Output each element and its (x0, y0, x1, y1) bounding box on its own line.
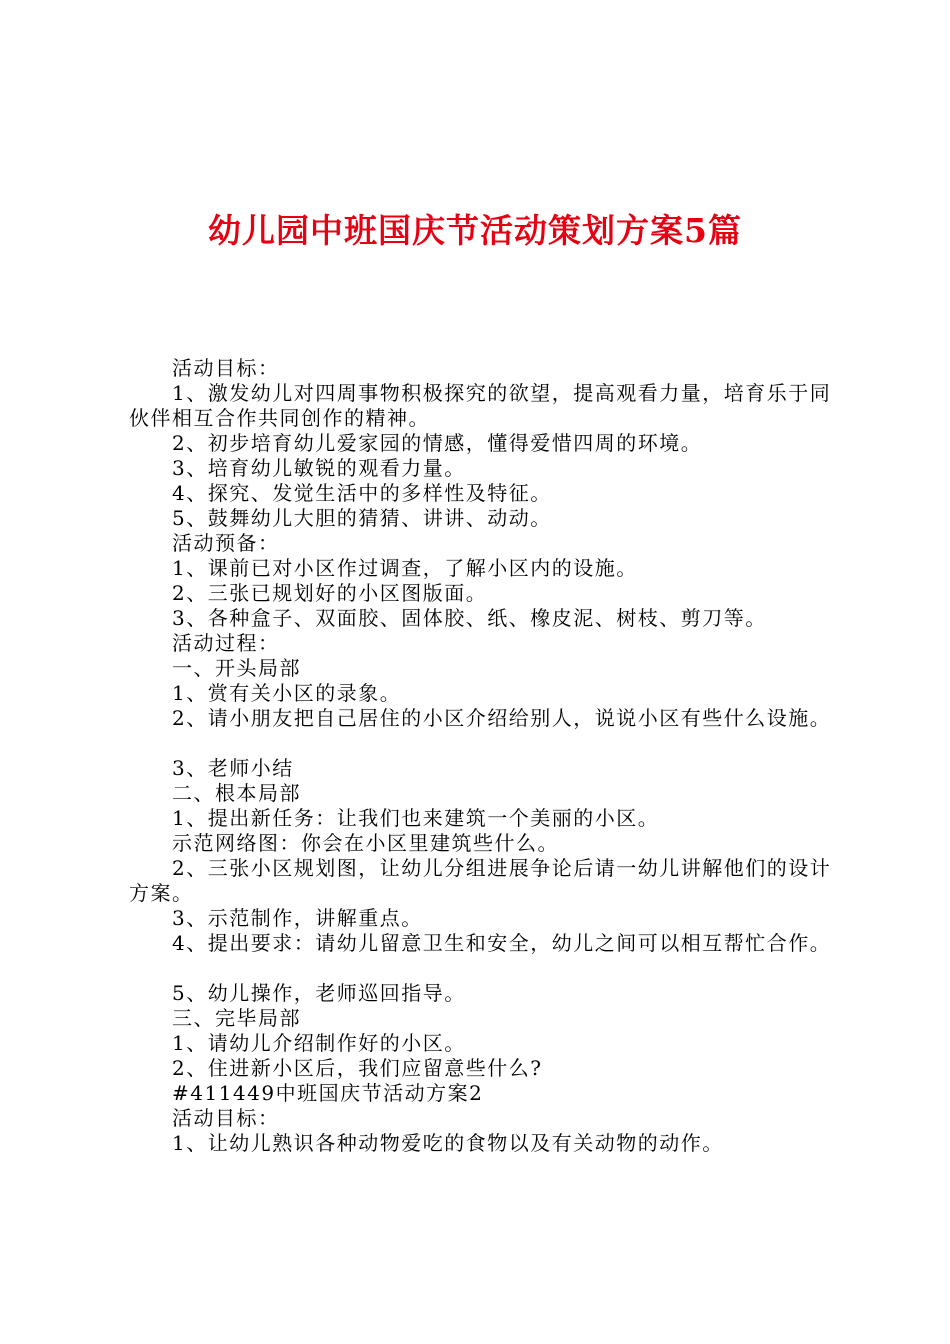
paragraph: 活动目标： (172, 356, 280, 380)
paragraph: 二、根本局部 (172, 781, 301, 805)
paragraph: #411449中班国庆节活动方案2 (172, 1081, 484, 1105)
paragraph: 活动过程： (172, 631, 280, 655)
paragraph: 1、赏有关小区的录象。 (172, 681, 402, 705)
paragraph: 一、开头局部 (172, 656, 301, 680)
paragraph: 1、课前已对小区作过调查，了解小区内的设施。 (172, 556, 638, 580)
document-title: 幼儿园中班国庆节活动策划方案5篇 (208, 211, 742, 250)
paragraph: 1、激发幼儿对四周事物积极探究的欲望，提高观看力量，培育乐于同伙伴相互合作共同创作的精神。 (129, 381, 832, 430)
paragraph: 5、幼儿操作，老师巡回指导。 (172, 981, 466, 1005)
paragraph: 3、培育幼儿敏锐的观看力量。 (172, 456, 466, 480)
paragraph: 4、提出要求：请幼儿留意卫生和安全，幼儿之间可以相互帮忙合作。 (172, 931, 832, 955)
document-body (129, 356, 849, 1156)
paragraph: 4、探究、发觉生活中的多样性及特征。 (172, 481, 552, 505)
paragraph: 示范网络图：你会在小区里建筑些什么。 (172, 831, 559, 855)
paragraph-gap (129, 956, 849, 981)
paragraph: 三、完毕局部 (172, 1006, 301, 1030)
paragraph: 2、三张已规划好的小区图版面。 (172, 581, 488, 605)
paragraph-gap (129, 731, 849, 756)
paragraph: 3、老师小结 (172, 756, 294, 780)
paragraph: 2、初步培育幼儿爱家园的情感，懂得爱惜四周的环境。 (172, 431, 703, 455)
paragraph: 1、请幼儿介绍制作好的小区。 (172, 1031, 466, 1055)
paragraph: 活动目标： (172, 1106, 280, 1130)
paragraph: 2、请小朋友把自己居住的小区介绍给别人，说说小区有些什么设施。 (172, 706, 832, 730)
paragraph: 5、鼓舞幼儿大胆的猜猜、讲讲、动动。 (172, 506, 552, 530)
paragraph: 3、示范制作，讲解重点。 (172, 906, 423, 930)
paragraph: 2、三张小区规划图，让幼儿分组进展争论后请一幼儿讲解他们的设计方案。 (129, 856, 832, 905)
paragraph: 1、提出新任务：让我们也来建筑一个美丽的小区。 (172, 806, 660, 830)
paragraph: 3、各种盒子、双面胶、固体胶、纸、橡皮泥、树枝、剪刀等。 (172, 606, 767, 630)
paragraph: 1、让幼儿熟识各种动物爱吃的食物以及有关动物的动作。 (172, 1131, 724, 1155)
paragraph: 2、住进新小区后，我们应留意些什么? (172, 1056, 543, 1080)
paragraph: 活动预备： (172, 531, 280, 555)
